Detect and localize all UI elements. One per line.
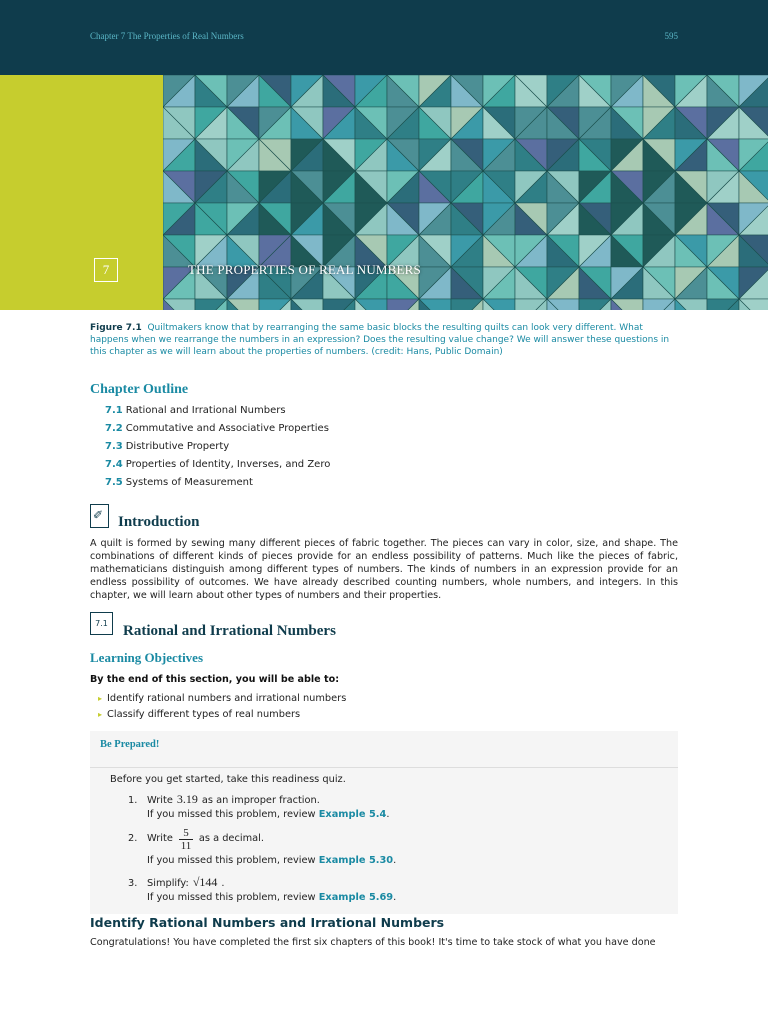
chapter-title: THE PROPERTIES OF REAL NUMBERS	[188, 262, 421, 277]
be-prepared-box	[90, 731, 678, 914]
be-prepared-header	[90, 731, 678, 768]
outline-item-number[interactable]: 7.3	[105, 441, 123, 452]
fraction	[179, 827, 193, 852]
quiz-question-2	[128, 833, 264, 844]
missed-note-1: If you missed this problem, review Example 5.4.	[147, 809, 390, 820]
be-prepared-title: Be Prepared!	[100, 739, 160, 750]
missed-note-2: If you missed this problem, review Example 5.30.	[147, 855, 397, 866]
objective-item	[98, 692, 346, 708]
chapter-outline-list	[105, 404, 330, 494]
outline-item-label[interactable]: Systems of Measurement	[125, 477, 253, 488]
figure-caption-text: Quiltmakers know that by rearranging the same basic blocks the resulting quilts can look very different. What happens when we rearrange the numbers in an expression? Does the resulting value change? We will answer these questions in this chapter as we will learn about the properties of numbers. (credit: Hans, Public Domain)	[90, 323, 670, 357]
be-prepared-intro: Before you get started, take this readiness quiz.	[110, 774, 346, 785]
outline-item[interactable]	[105, 458, 330, 476]
outline-item[interactable]	[105, 404, 330, 422]
outline-item-label[interactable]: Distributive Property	[125, 441, 230, 452]
figure-caption	[90, 322, 678, 358]
outline-item-label[interactable]: Rational and Irrational Numbers	[125, 405, 286, 416]
section-title: Rational and Irrational Numbers	[123, 623, 336, 639]
objective-text: Identify rational numbers and irrational numbers	[107, 693, 347, 704]
outline-item-number[interactable]: 7.4	[105, 459, 123, 470]
quiz-question-1	[128, 792, 320, 807]
missed-prefix: If you missed this problem, review	[147, 809, 316, 820]
top-header-bar	[0, 0, 768, 75]
subsection-heading: Identify Rational Numbers and Irrational Numbers	[90, 915, 445, 930]
pencil-icon: ✐	[93, 508, 104, 522]
missed-prefix: If you missed this problem, review	[147, 855, 316, 866]
fraction-denominator: 11	[180, 840, 192, 852]
banner-accent-block	[0, 75, 163, 310]
subsection-text: Congratulations! You have completed the first six chapters of this book! It's time to take stock of what you have done	[90, 937, 656, 948]
intro-icon-box	[90, 504, 109, 528]
question-number: 1.	[128, 795, 138, 806]
question-math: 3.19	[176, 792, 198, 806]
fraction-numerator: 5	[179, 827, 193, 840]
introduction-heading: Introduction	[118, 514, 200, 530]
outline-item[interactable]	[105, 422, 330, 440]
outline-item[interactable]	[105, 476, 330, 494]
question-prefix: Simplify:	[147, 878, 189, 889]
question-prefix: Write	[147, 795, 173, 806]
example-link[interactable]: Example 5.4	[318, 809, 387, 820]
missed-prefix: If you missed this problem, review	[147, 892, 316, 903]
section-number-box: 7.1	[90, 612, 113, 635]
running-head: Chapter 7 The Properties of Real Numbers	[90, 31, 244, 41]
question-number: 3.	[128, 878, 138, 889]
bullet-arrow-icon: ▸	[98, 710, 103, 719]
example-link[interactable]: Example 5.69	[318, 892, 394, 903]
example-link[interactable]: Example 5.30	[318, 855, 394, 866]
bullet-arrow-icon: ▸	[98, 694, 103, 703]
outline-item[interactable]	[105, 440, 330, 458]
outline-item-number[interactable]: 7.5	[105, 477, 123, 488]
question-prefix: Write	[147, 833, 173, 844]
outline-item-label[interactable]: Commutative and Associative Properties	[125, 423, 329, 434]
objective-item	[98, 708, 346, 724]
chapter-number-box: 7	[94, 258, 118, 282]
page-number: 595	[664, 31, 678, 41]
question-math: √144	[192, 875, 218, 889]
quiz-question-3	[128, 875, 225, 890]
question-suffix: as an improper fraction.	[201, 795, 320, 806]
outline-item-number[interactable]: 7.1	[105, 405, 123, 416]
outline-item-number[interactable]: 7.2	[105, 423, 123, 434]
missed-note-3: If you missed this problem, review Example 5.69.	[147, 892, 397, 903]
question-number: 2.	[128, 833, 138, 844]
objective-text: Classify different types of real numbers	[107, 709, 301, 720]
learning-objectives-list	[98, 692, 346, 724]
chapter-banner	[0, 75, 768, 310]
chapter-outline-title: Chapter Outline	[90, 382, 189, 397]
figure-label: Figure 7.1	[90, 323, 142, 333]
question-suffix: as a decimal.	[198, 833, 264, 844]
outline-item-label[interactable]: Properties of Identity, Inverses, and Zero	[125, 459, 331, 470]
learning-objectives-lead: By the end of this section, you will be able to:	[90, 674, 340, 685]
learning-objectives-title: Learning Objectives	[90, 650, 204, 665]
introduction-text: A quilt is formed by sewing many different pieces of fabric together. The pieces can vary in color, size, and shape. The combinations of different kinds of pieces provide for an endless possibility of patterns. Much like the pieces of fabric, mathematicians distinguish among different types of numbers. The kinds of numbers in an expression provide for an endless possibility of outcomes. We have already described counting numbers, whole numbers, and integers. In this chapter, we will learn about other types of numbers and their properties.	[90, 538, 678, 601]
question-suffix: .	[221, 878, 225, 889]
